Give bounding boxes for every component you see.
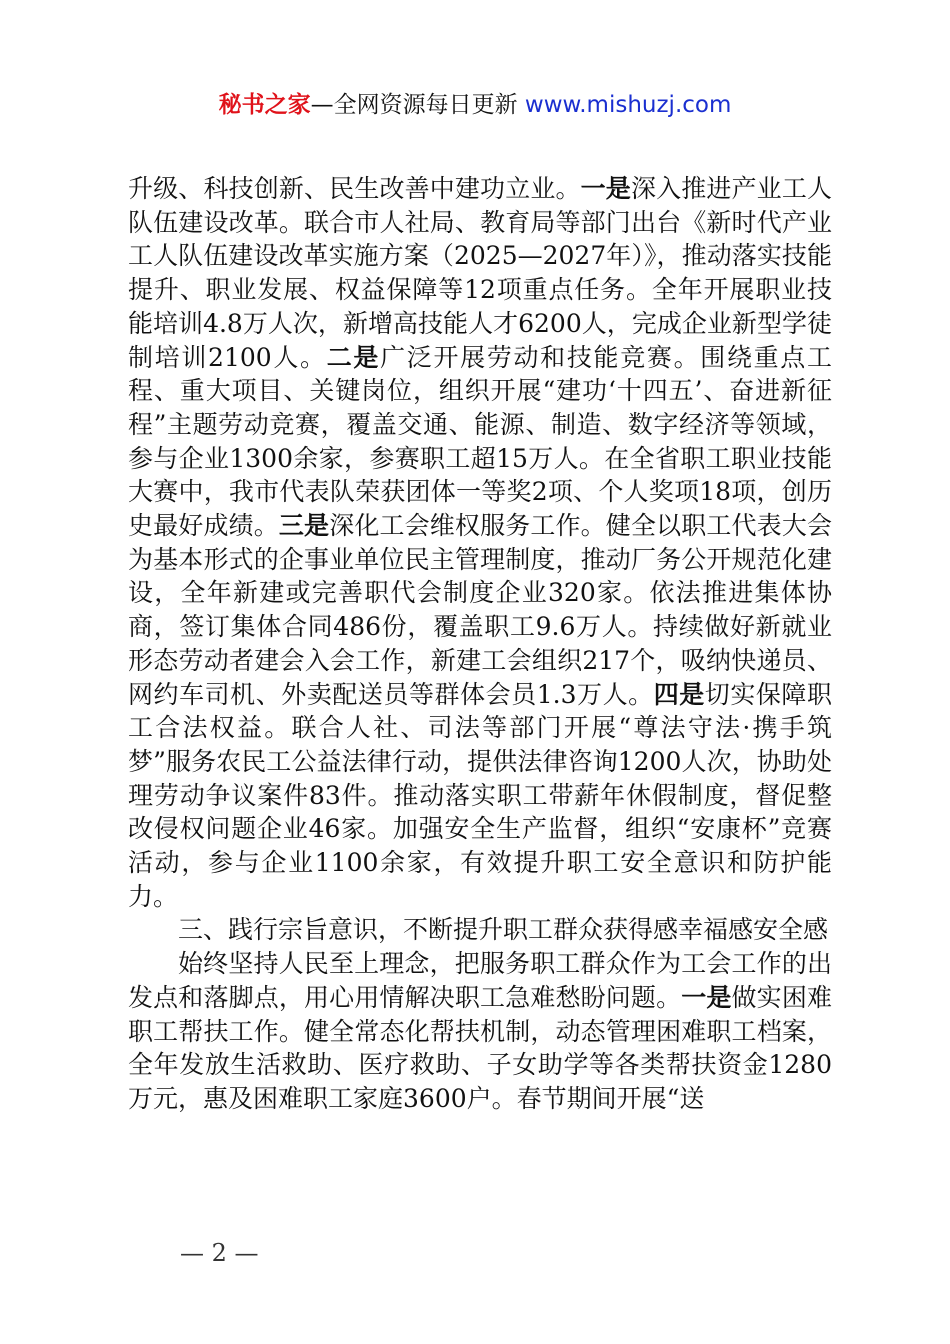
banner-url-link[interactable]: www.mishuzj.com <box>524 92 732 118</box>
text-run: 切实保障职工合法权益。联合人社、司法等部门开展“尊法守法·携手筑梦”服务农民工公益法律行动，提供法律咨询1200人次，协助处理劳动争议案件83件。推动落实职工带薪年休假制度，督促整改侵权问题企业46家。加强安全生产监督，组织“安康杯”竞赛活动，参与企业1100余家，有效提升职工安全意识和防护能力。 <box>128 679 832 911</box>
keyword-fourth: 四是 <box>653 679 705 709</box>
section-heading-3: 三、践行宗旨意识，不断提升职工群众获得感幸福感安全感 <box>178 915 829 945</box>
paragraph-work-summary <box>128 172 832 913</box>
keyword-first: 一是 <box>580 174 631 203</box>
brand-name: 秘书之家 <box>218 92 311 118</box>
text-run: 升级、科技创新、民生改善中建功立业。 <box>128 174 581 203</box>
keyword-second: 二是 <box>326 342 381 372</box>
document-body <box>128 172 832 1116</box>
text-run: 深入推进产业工人队伍建设改革。联合市人社局、教育局等部门出台《新时代产业工人队伍建设改革实施方案（2025—2027年）》，推动落实技能提升、职业发展、权益保障等12项重点任务。全年开展职业技能培训4.8万人次，新增高技能人才6200人，完成企业新型学徒制培训2100人。 <box>128 174 832 372</box>
site-banner <box>0 88 950 122</box>
paragraph-service <box>128 947 832 1116</box>
keyword-third: 三是 <box>278 511 330 541</box>
keyword-first: 一是 <box>681 982 732 1012</box>
text-run: 广泛开展劳动和技能竞赛。围绕重点工程、重大项目、关键岗位，组织开展“建功‘十四五’、奋进新征程”主题劳动竞赛，覆盖交通、能源、制造、数字经济等领域，参与企业1300余家，参赛职工超15万人。在全省职工职业技能大赛中，我市代表队荣获团体一等奖2项、个人奖项18项，创历史最好成绩。 <box>128 342 832 541</box>
text-run: 始终坚持人民至上理念，把服务职工群众作为工会工作的出发点和落脚点，用心用情解决职工急难愁盼问题。 <box>128 949 832 1012</box>
page-number: — 2 — <box>180 1239 259 1267</box>
text-run: 深化工会维权服务工作。健全以职工代表大会为基本形式的企事业单位民主管理制度，推动厂务公开规范化建设，全年新建或完善职代会制度企业320家。依法推进集体协商，签订集体合同486份，覆盖职工9.6万人。持续做好新就业形态劳动者建会入会工作，新建工会组织217个，吸纳快递员、网约车司机、外卖配送员等群体会员1.3万人。 <box>128 511 832 709</box>
banner-slogan: —全网资源每日更新 <box>310 92 525 118</box>
text-run: 做实困难职工帮扶工作。健全常态化帮扶机制，动态管理困难职工档案，全年发放生活救助、医疗救助、子女助学等各类帮扶资金1280万元，惠及困难职工家庭3600户。春节期间开展“送 <box>128 982 832 1113</box>
